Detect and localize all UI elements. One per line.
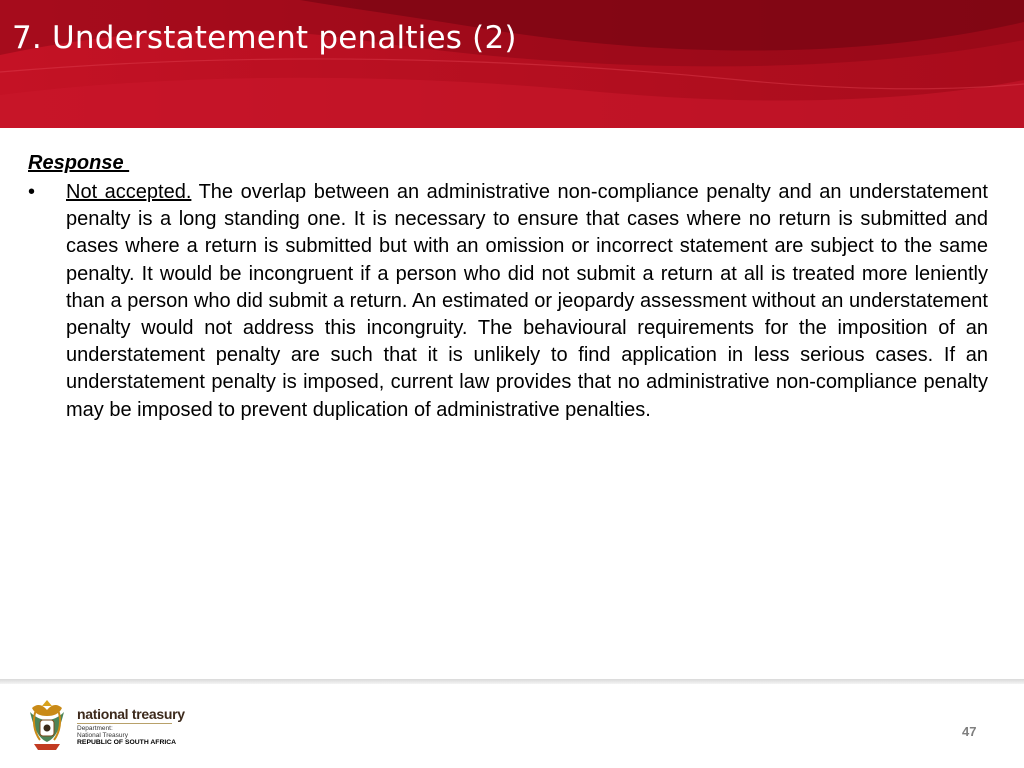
bullet-body: The overlap between an administrative non-compliance penalty and an understatement penalty is a long standing one. It is necessary to ensure that cases where no return is submitted and cases where a return is submitted but with an omission or incorrect statement are subject to the same penalty. It would be incongruent if a person who did not submit a return at all is treated more leniently than a person who did submit a return. An estimated or jeopardy assessment without an understatement penalty would not address this incongruity. The behavioural requirements for the imposition of an understatement penalty are such that it is unlikely to find application in less serious cases. If an understatement penalty is imposed, current law provides that no administrative non-compliance penalty may be imposed to prevent duplication of administrative penalties. bbox=[66, 181, 988, 421]
national-treasury-logo bbox=[26, 698, 186, 752]
org-line-1: Department: bbox=[77, 725, 113, 732]
bullet-lead: Not accepted. bbox=[66, 181, 192, 203]
bullet-dot-icon: • bbox=[28, 181, 36, 203]
org-line-2: National Treasury bbox=[77, 732, 128, 739]
org-line-3: REPUBLIC OF SOUTH AFRICA bbox=[77, 739, 177, 746]
response-heading: Response bbox=[28, 152, 130, 174]
coat-of-arms-icon bbox=[26, 698, 68, 752]
bullet-item bbox=[28, 179, 988, 424]
org-name: national treasury bbox=[77, 706, 185, 722]
title-banner bbox=[0, 0, 1024, 128]
page-number: 47 bbox=[962, 724, 977, 739]
org-name-rule bbox=[77, 723, 172, 724]
page-title: 7. Understatement penalties (2) bbox=[12, 20, 517, 56]
slide-content bbox=[28, 152, 988, 424]
bullet-text bbox=[66, 179, 988, 424]
footer-divider bbox=[0, 679, 1024, 684]
